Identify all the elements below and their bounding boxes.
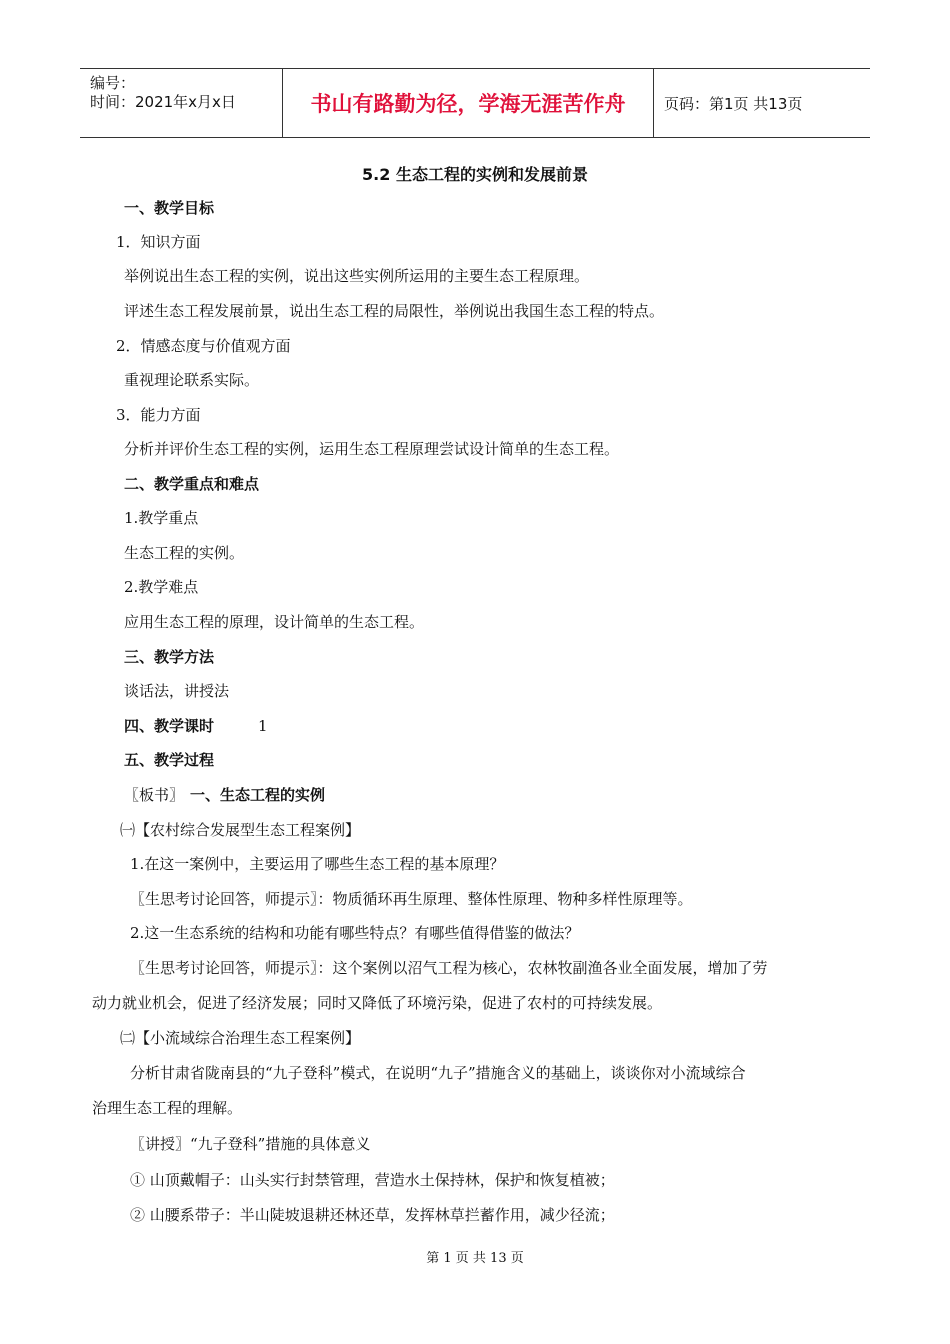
question: 1.在这一案例中，主要运用了哪些生态工程的基本原理？ [130, 855, 505, 873]
paragraph-continued: 治理生态工程的理解。 [92, 1099, 243, 1117]
paragraph: 谈话法，讲授法 [124, 682, 230, 700]
section-heading: 四、教学课时 [124, 717, 215, 735]
paragraph: 评述生态工程发展前景，说出生态工程的局限性，举例说出我国生态工程的特点。 [124, 302, 665, 320]
paragraph: 应用生态工程的原理，设计简单的生态工程。 [124, 613, 425, 631]
section-heading: 五、教学过程 [124, 751, 215, 769]
paragraph: 分析并评价生态工程的实例，运用生态工程原理尝试设计简单的生态工程。 [124, 440, 620, 458]
section-heading: 一、教学目标 [124, 199, 215, 217]
paragraph: 举例说出生态工程的实例，说出这些实例所运用的主要生态工程原理。 [124, 267, 590, 285]
board-label: 〖板书〗 [124, 786, 185, 804]
lecture-heading: 〖讲授〗“九子登科”措施的具体意义 [130, 1135, 371, 1153]
subsection-heading: 2．情感态度与价值观方面 [116, 337, 291, 355]
answer: 〖生思考讨论回答，师提示〗：物质循环再生原理、整体性原理、物种多样性原理等。 [130, 890, 693, 908]
case-heading: ㈡【小流域综合治理生态工程案例】 [120, 1029, 361, 1047]
class-hours-value: 1 [258, 717, 268, 735]
subsection-heading: 1.教学重点 [124, 509, 199, 527]
page-footer: 第 1 页 共 13 页 [426, 1251, 524, 1266]
board-heading: 一、生态工程的实例 [190, 786, 326, 804]
paragraph: 分析甘肃省陇南县的“九子登科”模式，在说明“九子”措施含义的基础上，谈谈你对小流域综合 [130, 1064, 746, 1082]
subsection-heading: 2.教学难点 [124, 578, 199, 596]
answer-continued: 动力就业机会，促进了经济发展；同时又降低了环境污染，促进了农村的可持续发展。 [92, 994, 663, 1012]
time-label: 时间：2021年x月x日 [90, 93, 236, 111]
subsection-heading: 1．知识方面 [116, 233, 201, 251]
paragraph: 生态工程的实例。 [124, 544, 245, 562]
question: 2.这一生态系统的结构和功能有哪些特点？有哪些值得借鉴的做法？ [130, 924, 580, 942]
header-page-info: 页码：第1页 共13页 [664, 94, 803, 113]
list-item: ① 山顶戴帽子：山头实行封禁管理，营造水土保持林，保护和恢复植被； [130, 1171, 615, 1189]
number-label: 编号： [90, 74, 136, 92]
header-table [80, 68, 870, 138]
paragraph: 重视理论联系实际。 [124, 371, 260, 389]
case-heading: ㈠【农村综合发展型生态工程案例】 [120, 821, 361, 839]
subsection-heading: 3．能力方面 [116, 406, 201, 424]
list-item: ② 山腰系带子：半山陡坡退耕还林还草，发挥林草拦蓄作用，减少径流； [130, 1206, 615, 1224]
section-heading: 二、教学重点和难点 [124, 475, 260, 493]
page-title: 5.2 生态工程的实例和发展前景 [362, 165, 588, 184]
answer: 〖生思考讨论回答，师提示〗：这个案例以沼气工程为核心，农林牧副渔各业全面发展，增加了劳 [130, 959, 768, 977]
header-motto: 书山有路勤为径，学海无涯苦作舟 [310, 92, 626, 116]
section-heading: 三、教学方法 [124, 648, 215, 666]
header-divider [653, 69, 654, 137]
header-meta [80, 69, 282, 137]
